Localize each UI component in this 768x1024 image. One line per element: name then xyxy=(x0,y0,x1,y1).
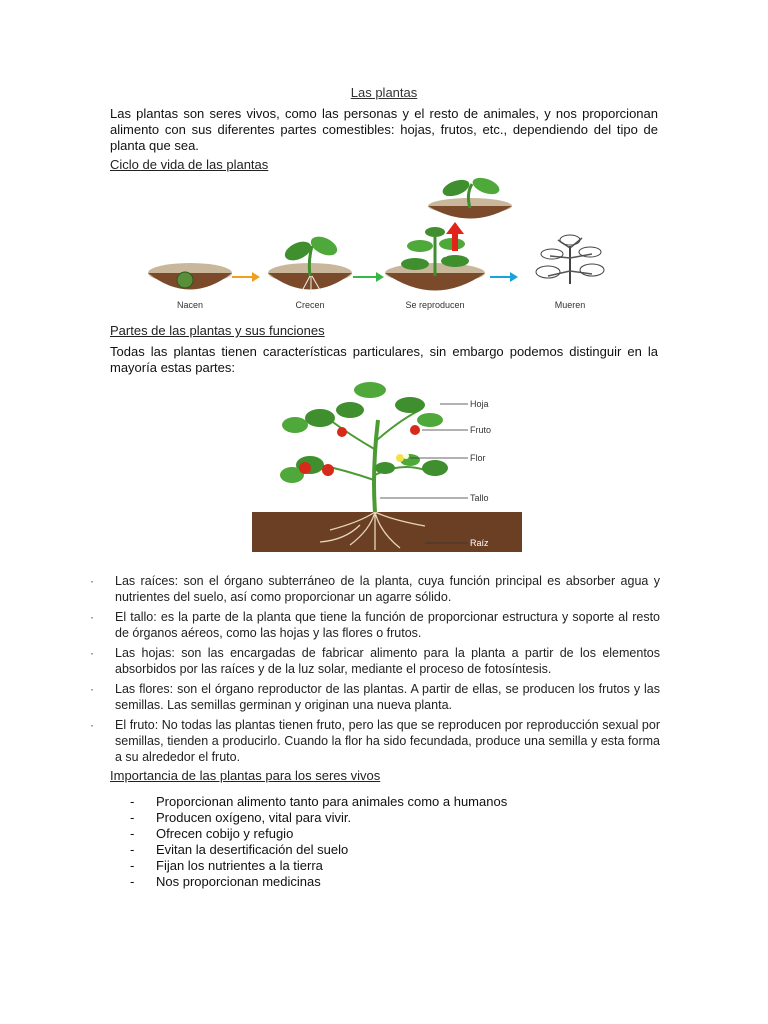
intro-paragraph: Las plantas son seres vivos, como las personas y el resto de animales, y nos proporcionan alimento con sus diferentes partes comestibles: hojas, frutos, etc., dependiendo del tipo de planta que sea. xyxy=(110,106,658,153)
stage-crecen xyxy=(268,233,352,310)
list-item: - Producen oxígeno, vital para vivir. xyxy=(130,810,352,825)
list-item: · El fruto: No todas las plantas tienen fruto, pero las que se reproducen por reproducción sexual por semillas, tienden a producirlo. Cuando la flor ha sido fecundada, produce una semilla y esta forma a su alrededor el fruto. xyxy=(90,718,660,764)
list-item: · Las flores: son el órgano reproductor de las plantas. A partir de ellas, se producen los frutos y las semillas. Las semillas germinan y originan una nueva planta. xyxy=(90,682,660,712)
lifecycle-illustration xyxy=(140,176,640,316)
list-item: · El tallo: es la parte de la planta que tiene la función de proporcionar estructura y soporte al resto de órganos aéreos, como las hojas y las flores o frutos. xyxy=(90,610,660,640)
list-item: - Ofrecen cobijo y refugio xyxy=(130,826,294,841)
document-title: Las plantas xyxy=(350,85,418,100)
importance-heading: Importancia de las plantas para los seres vivos xyxy=(110,768,381,783)
importance-list xyxy=(130,794,550,890)
arrow-orange-icon xyxy=(232,272,260,282)
stage-se-reproducen xyxy=(385,227,485,310)
label-tallo: Tallo xyxy=(470,493,489,503)
list-item: - Evitan la desertificación del suelo xyxy=(130,842,349,857)
list-dash: - xyxy=(130,858,135,873)
bullet-dot: · xyxy=(90,646,94,660)
stage-mueren xyxy=(536,235,604,310)
plant-anatomy-illustration xyxy=(250,380,530,555)
stage-label-se-reproducen: Se reproducen xyxy=(405,300,465,310)
bullet-dot: · xyxy=(90,682,94,696)
parts-heading: Partes de las plantas y sus funciones xyxy=(110,323,325,338)
list-dash: - xyxy=(130,810,135,825)
parts-bullet-list xyxy=(90,573,660,765)
parts-intro-paragraph: Todas las plantas tienen características particulares, sin embargo podemos distinguir en la mayoría estas partes: xyxy=(110,344,658,375)
stage-label-crecen: Crecen xyxy=(295,300,325,310)
list-item: - Proporcionan alimento tanto para animales como a humanos xyxy=(130,794,508,809)
list-item: - Nos proporcionan medicinas xyxy=(130,874,321,889)
arrow-green-icon xyxy=(353,272,384,282)
list-item: · Las raíces: son el órgano subterráneo de la planta, cuya función principal es absorber agua y nutrientes del suelo, así como proporcionar un agarre sólido. xyxy=(90,574,660,604)
bullet-dot: · xyxy=(90,574,94,588)
bullet-dot: · xyxy=(90,718,94,732)
label-fruto: Fruto xyxy=(470,425,492,435)
label-flor: Flor xyxy=(470,453,486,463)
list-item: · Las hojas: son las encargadas de fabricar alimento para la planta a partir de los elementos absorbidos por las raíces y de la luz solar, mediante el proceso de fotosíntesis. xyxy=(90,646,660,676)
stage-offspring xyxy=(428,176,512,219)
stage-label-mueren: Mueren xyxy=(554,300,586,310)
list-item: - Fijan los nutrientes a la tierra xyxy=(130,858,323,873)
list-dash: - xyxy=(130,842,135,857)
label-hoja: Hoja xyxy=(470,399,489,409)
list-dash: - xyxy=(130,826,135,841)
arrow-blue-icon xyxy=(490,272,518,282)
list-dash: - xyxy=(130,874,135,889)
list-dash: - xyxy=(130,794,135,809)
lifecycle-heading: Ciclo de vida de las plantas xyxy=(110,157,269,172)
stage-nacen xyxy=(148,263,232,310)
stage-label-nacen: Nacen xyxy=(176,300,204,310)
label-raiz: Raíz xyxy=(470,538,489,548)
bullet-dot: · xyxy=(90,610,94,624)
